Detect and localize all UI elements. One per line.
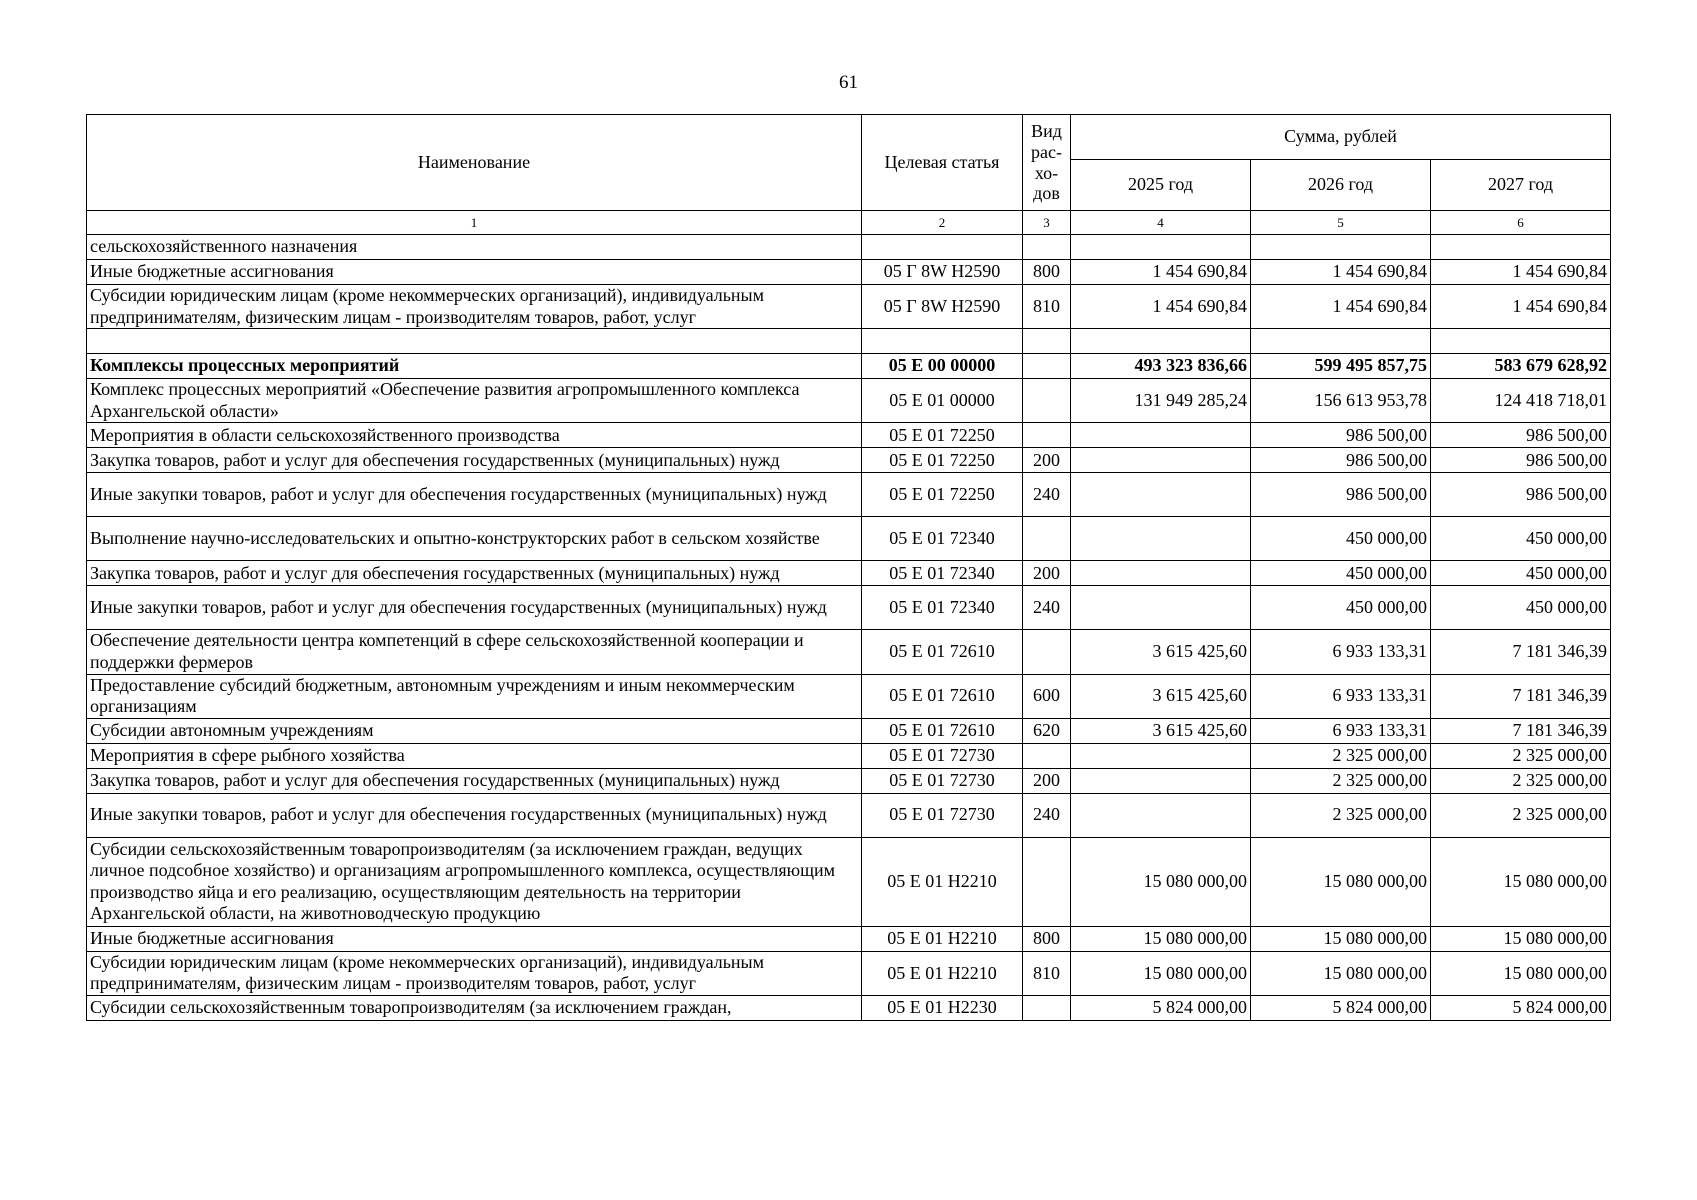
row-amount-2026: 2 325 000,00 <box>1251 743 1431 768</box>
row-amount-2025 <box>1071 517 1251 561</box>
row-name: Предоставление субсидий бюджетным, автономным учреждениям и иным некоммерческим организациям <box>87 674 862 718</box>
row-target-article: 05 Е 01 00000 <box>862 379 1023 423</box>
row-amount-2025: 1 454 690,84 <box>1071 260 1251 285</box>
row-expense-type: 620 <box>1023 718 1071 743</box>
row-amount-2027: 986 500,00 <box>1431 423 1611 448</box>
row-amount-2027: 986 500,00 <box>1431 473 1611 517</box>
row-amount-2025: 3 615 425,60 <box>1071 630 1251 674</box>
row-amount-2027: 15 080 000,00 <box>1431 951 1611 995</box>
row-amount-2027: 1 454 690,84 <box>1431 285 1611 329</box>
row-amount-2025 <box>1071 423 1251 448</box>
row-name: Иные бюджетные ассигнования <box>87 260 862 285</box>
row-target-article: 05 Е 01 72340 <box>862 561 1023 586</box>
row-amount-2025: 131 949 285,24 <box>1071 379 1251 423</box>
row-expense-type <box>1023 235 1071 260</box>
header-year-2026: 2026 год <box>1251 160 1431 211</box>
row-amount-2027: 124 418 718,01 <box>1431 379 1611 423</box>
header-target-article: Целевая статья <box>862 115 1023 211</box>
table-row <box>87 743 1611 768</box>
row-amount-2025 <box>1071 743 1251 768</box>
header-expense-type: Вид рас-хо-дов <box>1023 115 1071 211</box>
row-target-article: 05 Е 01 72610 <box>862 674 1023 718</box>
table-row <box>87 329 1611 354</box>
row-amount-2027: 7 181 346,39 <box>1431 674 1611 718</box>
page-number: 61 <box>839 72 858 93</box>
table-row <box>87 473 1611 517</box>
row-amount-2026 <box>1251 235 1431 260</box>
row-target-article: 05 Е 01 72250 <box>862 473 1023 517</box>
row-amount-2027: 7 181 346,39 <box>1431 718 1611 743</box>
row-amount-2027: 2 325 000,00 <box>1431 768 1611 793</box>
table-row <box>87 561 1611 586</box>
row-amount-2025: 15 080 000,00 <box>1071 926 1251 951</box>
row-expense-type: 810 <box>1023 285 1071 329</box>
table-row <box>87 448 1611 473</box>
row-amount-2026: 6 933 133,31 <box>1251 674 1431 718</box>
row-amount-2026: 15 080 000,00 <box>1251 837 1431 926</box>
row-expense-type <box>1023 743 1071 768</box>
row-amount-2025 <box>1071 448 1251 473</box>
row-amount-2025: 5 824 000,00 <box>1071 995 1251 1020</box>
row-amount-2025: 3 615 425,60 <box>1071 674 1251 718</box>
table-row <box>87 354 1611 379</box>
row-target-article: 05 Е 01 H2230 <box>862 995 1023 1020</box>
row-amount-2027: 5 824 000,00 <box>1431 995 1611 1020</box>
row-amount-2027: 450 000,00 <box>1431 586 1611 630</box>
row-name: Комплекс процессных мероприятий «Обеспечение развития агропромышленного комплекса Архангельской области» <box>87 379 862 423</box>
row-amount-2027 <box>1431 235 1611 260</box>
row-target-article: 05 Е 01 H2210 <box>862 951 1023 995</box>
row-target-article: 05 Г 8W H2590 <box>862 285 1023 329</box>
row-expense-type: 810 <box>1023 951 1071 995</box>
row-expense-type <box>1023 329 1071 354</box>
table-row <box>87 586 1611 630</box>
row-amount-2025 <box>1071 235 1251 260</box>
table-row <box>87 423 1611 448</box>
row-name: Мероприятия в области сельскохозяйственного производства <box>87 423 862 448</box>
row-name: Субсидии автономным учреждениям <box>87 718 862 743</box>
row-amount-2027: 2 325 000,00 <box>1431 793 1611 837</box>
table-row <box>87 718 1611 743</box>
table-row <box>87 285 1611 329</box>
table-row <box>87 517 1611 561</box>
row-target-article: 05 Е 01 72610 <box>862 630 1023 674</box>
row-amount-2027: 2 325 000,00 <box>1431 743 1611 768</box>
row-amount-2025: 15 080 000,00 <box>1071 837 1251 926</box>
row-amount-2026: 1 454 690,84 <box>1251 285 1431 329</box>
table-row <box>87 768 1611 793</box>
row-name: Субсидии сельскохозяйственным товаропроизводителям (за исключением граждан, ведущих личное подсобное хозяйство) и организациям агропромышленного комплекса, осуществляющим производство яйца и его реализацию, осуществляющим деятельность на территории Архангельской области, на животноводческую продукцию <box>87 837 862 926</box>
row-target-article: 05 Е 01 H2210 <box>862 837 1023 926</box>
row-name: Иные закупки товаров, работ и услуг для обеспечения государственных (муниципальных) нужд <box>87 793 862 837</box>
column-number: 1 <box>87 211 862 235</box>
row-target-article: 05 Е 01 72340 <box>862 517 1023 561</box>
row-amount-2025 <box>1071 473 1251 517</box>
row-amount-2026: 15 080 000,00 <box>1251 926 1431 951</box>
row-target-article: 05 Е 01 72250 <box>862 423 1023 448</box>
row-target-article: 05 Е 01 72250 <box>862 448 1023 473</box>
row-name: Закупка товаров, работ и услуг для обеспечения государственных (муниципальных) нужд <box>87 768 862 793</box>
row-expense-type: 240 <box>1023 586 1071 630</box>
column-number: 6 <box>1431 211 1611 235</box>
row-amount-2026: 599 495 857,75 <box>1251 354 1431 379</box>
row-name: Иные бюджетные ассигнования <box>87 926 862 951</box>
row-expense-type: 200 <box>1023 561 1071 586</box>
row-name: Выполнение научно-исследовательских и опытно-конструкторских работ в сельском хозяйстве <box>87 517 862 561</box>
row-amount-2027: 986 500,00 <box>1431 448 1611 473</box>
row-name: Закупка товаров, работ и услуг для обеспечения государственных (муниципальных) нужд <box>87 561 862 586</box>
row-amount-2026: 6 933 133,31 <box>1251 718 1431 743</box>
column-number: 3 <box>1023 211 1071 235</box>
row-target-article: 05 Е 01 72730 <box>862 743 1023 768</box>
row-name: Субсидии юридическим лицам (кроме некоммерческих организаций), индивидуальным предпринимателям, физическим лицам - производителям товаров, работ, услуг <box>87 951 862 995</box>
row-amount-2026: 986 500,00 <box>1251 423 1431 448</box>
row-name: Обеспечение деятельности центра компетенций в сфере сельскохозяйственной кооперации и поддержки фермеров <box>87 630 862 674</box>
row-amount-2025 <box>1071 768 1251 793</box>
table-row <box>87 379 1611 423</box>
row-amount-2025: 1 454 690,84 <box>1071 285 1251 329</box>
table-row <box>87 260 1611 285</box>
header-name: Наименование <box>87 115 862 211</box>
row-target-article: 05 Г 8W H2590 <box>862 260 1023 285</box>
row-name: Закупка товаров, работ и услуг для обеспечения государственных (муниципальных) нужд <box>87 448 862 473</box>
table-row <box>87 951 1611 995</box>
row-target-article: 05 Е 01 72610 <box>862 718 1023 743</box>
row-target-article: 05 Е 01 72730 <box>862 793 1023 837</box>
row-expense-type <box>1023 837 1071 926</box>
row-name: Субсидии юридическим лицам (кроме некоммерческих организаций), индивидуальным предпринимателям, физическим лицам - производителям товаров, работ, услуг <box>87 285 862 329</box>
table-row <box>87 630 1611 674</box>
table-row <box>87 995 1611 1020</box>
row-amount-2025: 3 615 425,60 <box>1071 718 1251 743</box>
column-number: 5 <box>1251 211 1431 235</box>
row-expense-type <box>1023 995 1071 1020</box>
row-amount-2026: 986 500,00 <box>1251 448 1431 473</box>
header-amount-rub: Сумма, рублей <box>1071 115 1611 160</box>
row-amount-2025 <box>1071 561 1251 586</box>
row-amount-2027: 1 454 690,84 <box>1431 260 1611 285</box>
row-amount-2025 <box>1071 793 1251 837</box>
row-expense-type: 240 <box>1023 473 1071 517</box>
row-expense-type <box>1023 517 1071 561</box>
row-name: Иные закупки товаров, работ и услуг для обеспечения государственных (муниципальных) нужд <box>87 586 862 630</box>
row-amount-2027: 15 080 000,00 <box>1431 837 1611 926</box>
row-name: Комплексы процессных мероприятий <box>87 354 862 379</box>
row-amount-2026: 6 933 133,31 <box>1251 630 1431 674</box>
row-amount-2027: 450 000,00 <box>1431 561 1611 586</box>
row-amount-2025: 493 323 836,66 <box>1071 354 1251 379</box>
row-name: Иные закупки товаров, работ и услуг для обеспечения государственных (муниципальных) нужд <box>87 473 862 517</box>
row-expense-type: 600 <box>1023 674 1071 718</box>
row-amount-2026: 156 613 953,78 <box>1251 379 1431 423</box>
table-row <box>87 793 1611 837</box>
column-number: 2 <box>862 211 1023 235</box>
row-amount-2025 <box>1071 329 1251 354</box>
row-amount-2026: 15 080 000,00 <box>1251 951 1431 995</box>
row-amount-2027: 450 000,00 <box>1431 517 1611 561</box>
row-expense-type: 800 <box>1023 926 1071 951</box>
row-amount-2026: 2 325 000,00 <box>1251 768 1431 793</box>
row-name: Мероприятия в сфере рыбного хозяйства <box>87 743 862 768</box>
row-amount-2026: 450 000,00 <box>1251 561 1431 586</box>
table-row <box>87 674 1611 718</box>
row-expense-type: 200 <box>1023 768 1071 793</box>
table-row <box>87 837 1611 926</box>
budget-table <box>86 114 1611 1021</box>
row-amount-2026: 450 000,00 <box>1251 517 1431 561</box>
table-row <box>87 235 1611 260</box>
row-expense-type <box>1023 423 1071 448</box>
row-name: Субсидии сельскохозяйственным товаропроизводителям (за исключением граждан, <box>87 995 862 1020</box>
column-number: 4 <box>1071 211 1251 235</box>
row-amount-2027 <box>1431 329 1611 354</box>
header-year-2027: 2027 год <box>1431 160 1611 211</box>
row-amount-2026: 5 824 000,00 <box>1251 995 1431 1020</box>
row-target-article <box>862 235 1023 260</box>
row-amount-2026: 986 500,00 <box>1251 473 1431 517</box>
table-body <box>87 235 1611 1021</box>
row-amount-2026: 1 454 690,84 <box>1251 260 1431 285</box>
row-amount-2027: 583 679 628,92 <box>1431 354 1611 379</box>
row-expense-type: 800 <box>1023 260 1071 285</box>
row-amount-2026 <box>1251 329 1431 354</box>
row-name: сельскохозяйственного назначения <box>87 235 862 260</box>
row-expense-type <box>1023 354 1071 379</box>
row-amount-2027: 15 080 000,00 <box>1431 926 1611 951</box>
row-target-article <box>862 329 1023 354</box>
row-expense-type <box>1023 379 1071 423</box>
row-expense-type: 240 <box>1023 793 1071 837</box>
table-row <box>87 926 1611 951</box>
row-target-article: 05 Е 01 72730 <box>862 768 1023 793</box>
row-target-article: 05 Е 01 H2210 <box>862 926 1023 951</box>
row-target-article: 05 Е 00 00000 <box>862 354 1023 379</box>
row-amount-2026: 2 325 000,00 <box>1251 793 1431 837</box>
row-name <box>87 329 862 354</box>
row-amount-2027: 7 181 346,39 <box>1431 630 1611 674</box>
row-amount-2026: 450 000,00 <box>1251 586 1431 630</box>
row-amount-2025: 15 080 000,00 <box>1071 951 1251 995</box>
row-target-article: 05 Е 01 72340 <box>862 586 1023 630</box>
row-amount-2025 <box>1071 586 1251 630</box>
row-expense-type: 200 <box>1023 448 1071 473</box>
header-year-2025: 2025 год <box>1071 160 1251 211</box>
row-expense-type <box>1023 630 1071 674</box>
